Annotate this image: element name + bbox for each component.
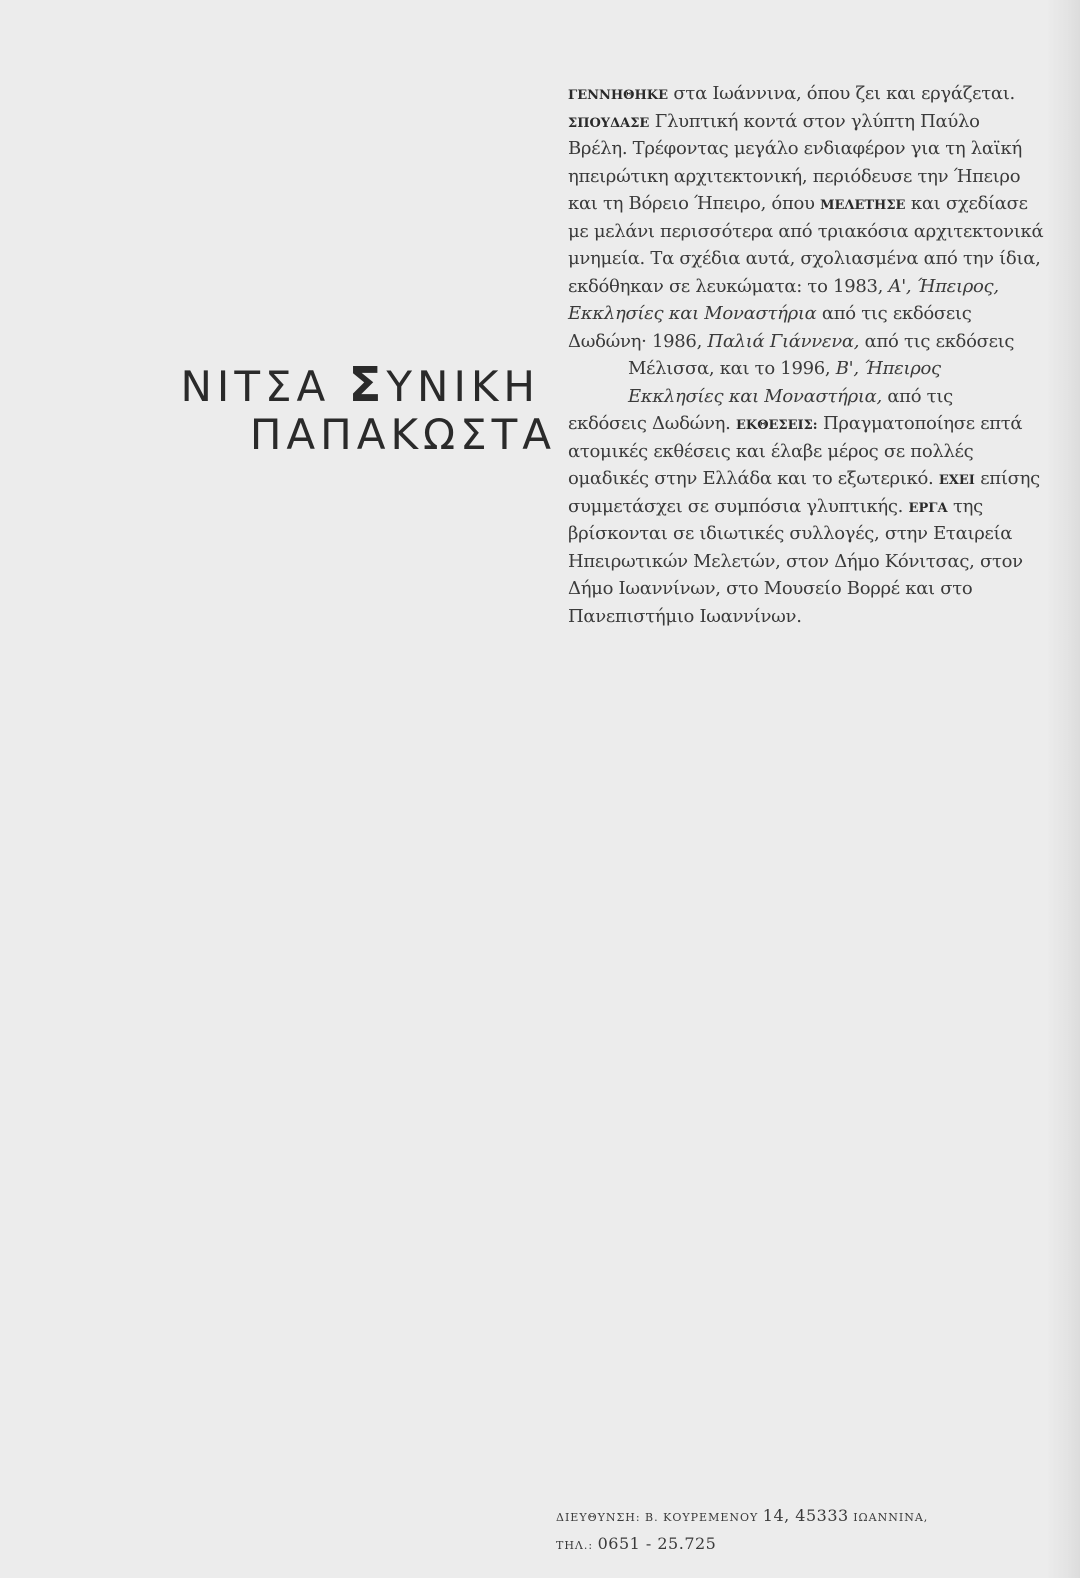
bio-line-16 (568, 493, 1018, 521)
phone-line (556, 1534, 928, 1562)
bio-text: Πραγματοποίησε επτά (817, 413, 1023, 434)
bio-text: από τις εκδόσεις (859, 330, 1015, 352)
bio-line-8 (568, 273, 1018, 301)
bio-text: και σχεδίασε (905, 193, 1028, 214)
bio-line-5 (568, 190, 1028, 218)
bio-line-12 (568, 383, 1018, 411)
publication-title: Παλιά Γιάννενα, (707, 330, 860, 352)
bio-text: από τις (881, 385, 953, 407)
section-cap: ΜΕΛΕΤΗΣΕ (820, 198, 906, 213)
address-number: 14, 45333 (762, 1506, 849, 1525)
section-cap: ΕΚΘΕΣΕΙΣ: (735, 418, 818, 433)
bio-text: Μέλισσα, και το 1996, (628, 358, 836, 379)
section-cap: ΕΡΓΑ (908, 500, 948, 516)
first-name-prefix: ΝΙΤΣΑ (180, 362, 349, 411)
bio-text: στα Ιωάννινα, όπου ζει και εργάζεται. (668, 83, 1015, 104)
address-line (556, 1506, 928, 1534)
phone-number: 0651 - 25.725 (597, 1534, 717, 1553)
publication-title: Β', Ήπειρος (835, 358, 941, 379)
bio-text: από τις εκδόσεις (816, 303, 972, 324)
bio-line-14: ατομικές εκθέσεις και έλαβε μέρος σε πολλές (568, 440, 974, 462)
bio-text: επίσης (974, 468, 1040, 489)
phone-label: ΤΗΛ.: (556, 1539, 598, 1552)
bio-line-10 (568, 328, 1018, 356)
publication-title: Εκκλησίες και Μοναστήρια, (628, 385, 882, 407)
bio-line-11 (568, 355, 1018, 383)
biography-text (568, 80, 1044, 630)
address-city: ΙΩΑΝΝΙΝΑ, (848, 1511, 929, 1524)
bio-text: εκδόσεις Δωδώνη. (568, 413, 736, 434)
address-label: ΔΙΕΥΘΥΝΣΗ: Β. ΚΟΥΡΕΜΕΝΟΥ (556, 1511, 763, 1524)
bio-line-3: Βρέλη. Τρέφοντας μεγάλο ενδιαφέρον για τη λαϊκή (568, 138, 1022, 159)
bio-line-1 (568, 80, 1018, 108)
section-cap: ΕΧΕΙ (938, 473, 975, 488)
publication-title: Εκκλησίες και Μοναστήρια (568, 303, 817, 324)
bio-line-9 (568, 300, 1018, 328)
bio-line-13 (568, 410, 1023, 438)
bio-text: Γλυπτική κοντά στον γλύπτη Παύλο (649, 110, 980, 132)
publication-title: Α', Ήπειρος, (888, 275, 999, 297)
section-cap: ΓΕΝΝΗΘΗΚΕ (568, 88, 669, 103)
artist-first-name (180, 357, 540, 413)
bio-line-18: Ηπειρωτικών Μελετών, στον Δήμο Κόνιτσας, στον (568, 550, 1023, 572)
bio-line-2 (568, 108, 1018, 136)
bio-line-7: μνημεία. Τα σχέδια αυτά, σχολιασμένα από την ίδια, (568, 248, 1041, 269)
bio-line-15 (568, 465, 1040, 493)
bio-text: συμμετάσχει σε συμπόσια γλυπτικής. (568, 495, 909, 517)
first-name-rest: ΥΝΙΚΗ (386, 362, 540, 411)
bio-line-4: ηπειρώτικη αρχιτεκτονική, περιόδευσε την Ήπειρο (568, 165, 1021, 187)
bio-line-20: Πανεπιστήμιο Ιωαννίνων. (568, 605, 802, 627)
bio-line-17: βρίσκονται σε ιδιωτικές συλλογές, στην Εταιρεία (568, 523, 1013, 544)
section-cap: ΣΠΟΥΔΑΣΕ (568, 115, 650, 131)
page-edge-shadow (1046, 0, 1080, 1578)
bio-line-6: με μελάνι περισσότερα από τριακόσια αρχιτεκτονικά (568, 220, 1044, 242)
bio-line-19: Δήμο Ιωαννίνων, στο Μουσείο Βορρέ και στο (568, 578, 973, 599)
contact-footer (556, 1506, 928, 1562)
bio-text: Δωδώνη· 1986, (568, 330, 708, 352)
bio-text: εκδόθηκαν σε λευκώματα: το 1983, (568, 275, 889, 297)
first-name-initial: Σ (348, 357, 387, 413)
bio-text: ομαδικές στην Ελλάδα και το εξωτερικό. (568, 468, 939, 489)
artist-surname: ΠΑΠΑΚΩΣΤΑ (249, 410, 556, 459)
bio-text: και τη Βόρειο Ήπειρο, όπου (568, 193, 821, 214)
bio-text: της (947, 495, 983, 517)
